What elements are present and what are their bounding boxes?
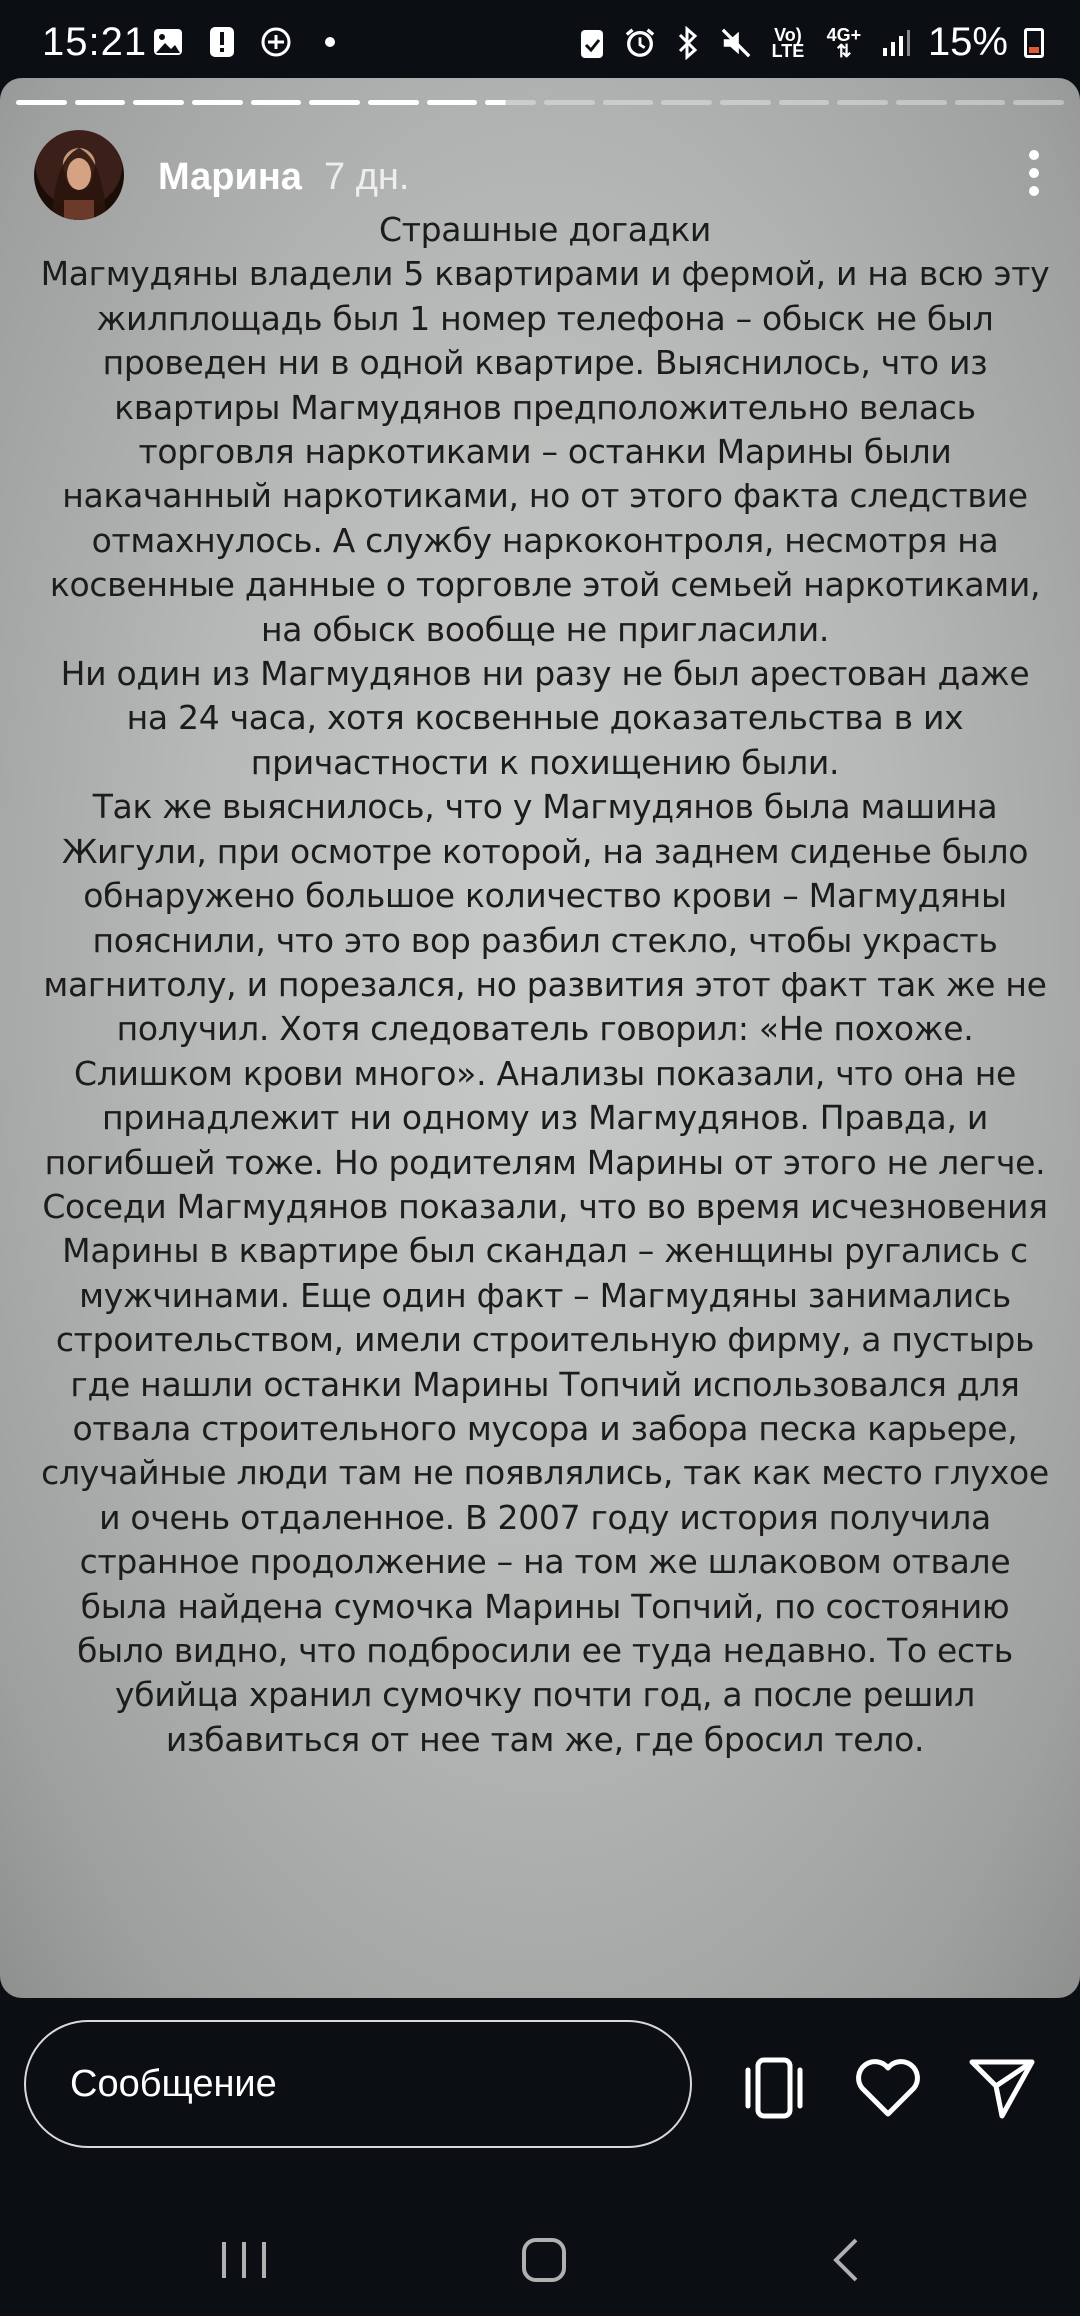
story-text-paragraph: Так же выяснилось, что у Магмудянов была машина Жигули, при осмотре которой, на заднем сиденье было обнаружено большое количество крови – Магмудяны пояснили, что это вор разбил стекло, чтобы украсть магнитолу, и порезался, но развития этот факт так же не получил. Хотя следователь говорил: «Не похоже. Слишком крови много». Анализы показали, что она не принадлежит ни одному из Магмудянов. Правда, и погибшей тоже. Но родителям Марины от этого не легче. bbox=[43, 787, 1047, 1182]
story-progress-segment bbox=[1013, 100, 1064, 105]
story-progress-segment bbox=[603, 100, 654, 105]
story-progress-segment bbox=[485, 100, 536, 105]
story-progress-segment bbox=[368, 100, 419, 105]
recents-icon[interactable] bbox=[204, 2220, 284, 2300]
story-view[interactable] bbox=[0, 78, 1080, 1998]
story-progress-segment bbox=[955, 100, 1006, 105]
alarm-icon bbox=[624, 27, 656, 59]
story-text-title: Страшные догадки bbox=[378, 210, 712, 249]
clipboard-icon bbox=[576, 27, 608, 59]
story-progress-segment bbox=[544, 100, 595, 105]
gallery-icon bbox=[152, 26, 184, 58]
status-right-icons bbox=[576, 20, 1044, 65]
story-username[interactable]: Марина bbox=[158, 156, 302, 198]
dot-icon bbox=[314, 26, 346, 58]
story-text-paragraph: Соседи Магмудянов показали, что во время исчезновения Марины в квартире был скандал – женщины ругались с мужчинами. Еще один факт – Магмудяны занимались строительством, имели строительную фирму, а пустырь где нашли останки Марины Топчий использовался для отвала строительного мусора и забора песка карьере, случайные люди там не появлялись, так как место глухое и очень отдаленное. В 2007 году история получила странное продолжение – на том же шлаковом отвале была найдена сумочка Марины Топчий, по состоянию было видно, что подбросили ее туда недавно. То есть убийца хранил сумочку почти год, а после решил избавиться от нее там же, где бросил тело. bbox=[41, 1186, 1049, 1759]
volte-indicator: Vo) LTE bbox=[771, 24, 805, 61]
mute-icon bbox=[720, 27, 752, 59]
status-time: 15:21 bbox=[42, 20, 148, 64]
vpn-icon bbox=[260, 26, 292, 58]
alert-icon bbox=[206, 26, 238, 58]
story-progress-segment bbox=[720, 100, 771, 105]
story-progress-segment bbox=[16, 100, 67, 105]
avatar[interactable] bbox=[34, 130, 124, 220]
story-progress-segment bbox=[779, 100, 830, 105]
message-placeholder: Сообщение bbox=[70, 2062, 277, 2105]
story-photo-text bbox=[40, 208, 1050, 1762]
story-progress-segment bbox=[251, 100, 302, 105]
story-text-paragraph: Ни один из Магмудянов ни разу не был арестован даже на 24 часа, хотя косвенные доказательства в их причастности к похищению были. bbox=[60, 654, 1030, 782]
more-options-icon[interactable] bbox=[1024, 150, 1044, 200]
bluetooth-icon bbox=[672, 27, 704, 59]
system-nav-bar bbox=[0, 2200, 1080, 2316]
status-bar bbox=[0, 0, 1080, 78]
story-progress-segment bbox=[75, 100, 126, 105]
signal-icon bbox=[880, 27, 912, 59]
story-progress-segment bbox=[309, 100, 360, 105]
heart-icon[interactable] bbox=[852, 2052, 924, 2124]
story-progress-segment bbox=[837, 100, 888, 105]
send-icon[interactable] bbox=[966, 2052, 1038, 2124]
story-progress-segment bbox=[661, 100, 712, 105]
story-time-ago: 7 дн. bbox=[324, 156, 410, 198]
story-progress-segment bbox=[896, 100, 947, 105]
story-progress-segment bbox=[133, 100, 184, 105]
story-progress-segment bbox=[192, 100, 243, 105]
back-icon[interactable] bbox=[806, 2220, 886, 2300]
battery-percent: 15% bbox=[927, 20, 1008, 64]
media-copy-icon[interactable] bbox=[738, 2052, 810, 2124]
story-progress-segment bbox=[427, 100, 478, 105]
network-4g-indicator: 4G+ ⇅ bbox=[826, 24, 862, 61]
status-left-icons bbox=[152, 26, 346, 58]
battery-icon bbox=[1024, 28, 1044, 58]
home-icon[interactable] bbox=[504, 2220, 584, 2300]
story-progress-bar bbox=[16, 100, 1064, 105]
story-text-paragraph: Магмудяны владели 5 квартирами и фермой, и на всю эту жилплощадь был 1 номер телефона – обыск не был проведен ни в одной квартире. Выяснилось, что из квартиры Магмудянов предположительно велась торговля наркотиками – останки Марины были накачанный наркотиками, но от этого факта следствие отмахнулось. А службу наркоконтроля, несмотря на косвенные данные о торговле этой семьей наркотиками, на обыск вообще не пригласили. bbox=[40, 254, 1050, 649]
message-input[interactable] bbox=[24, 2020, 692, 2148]
